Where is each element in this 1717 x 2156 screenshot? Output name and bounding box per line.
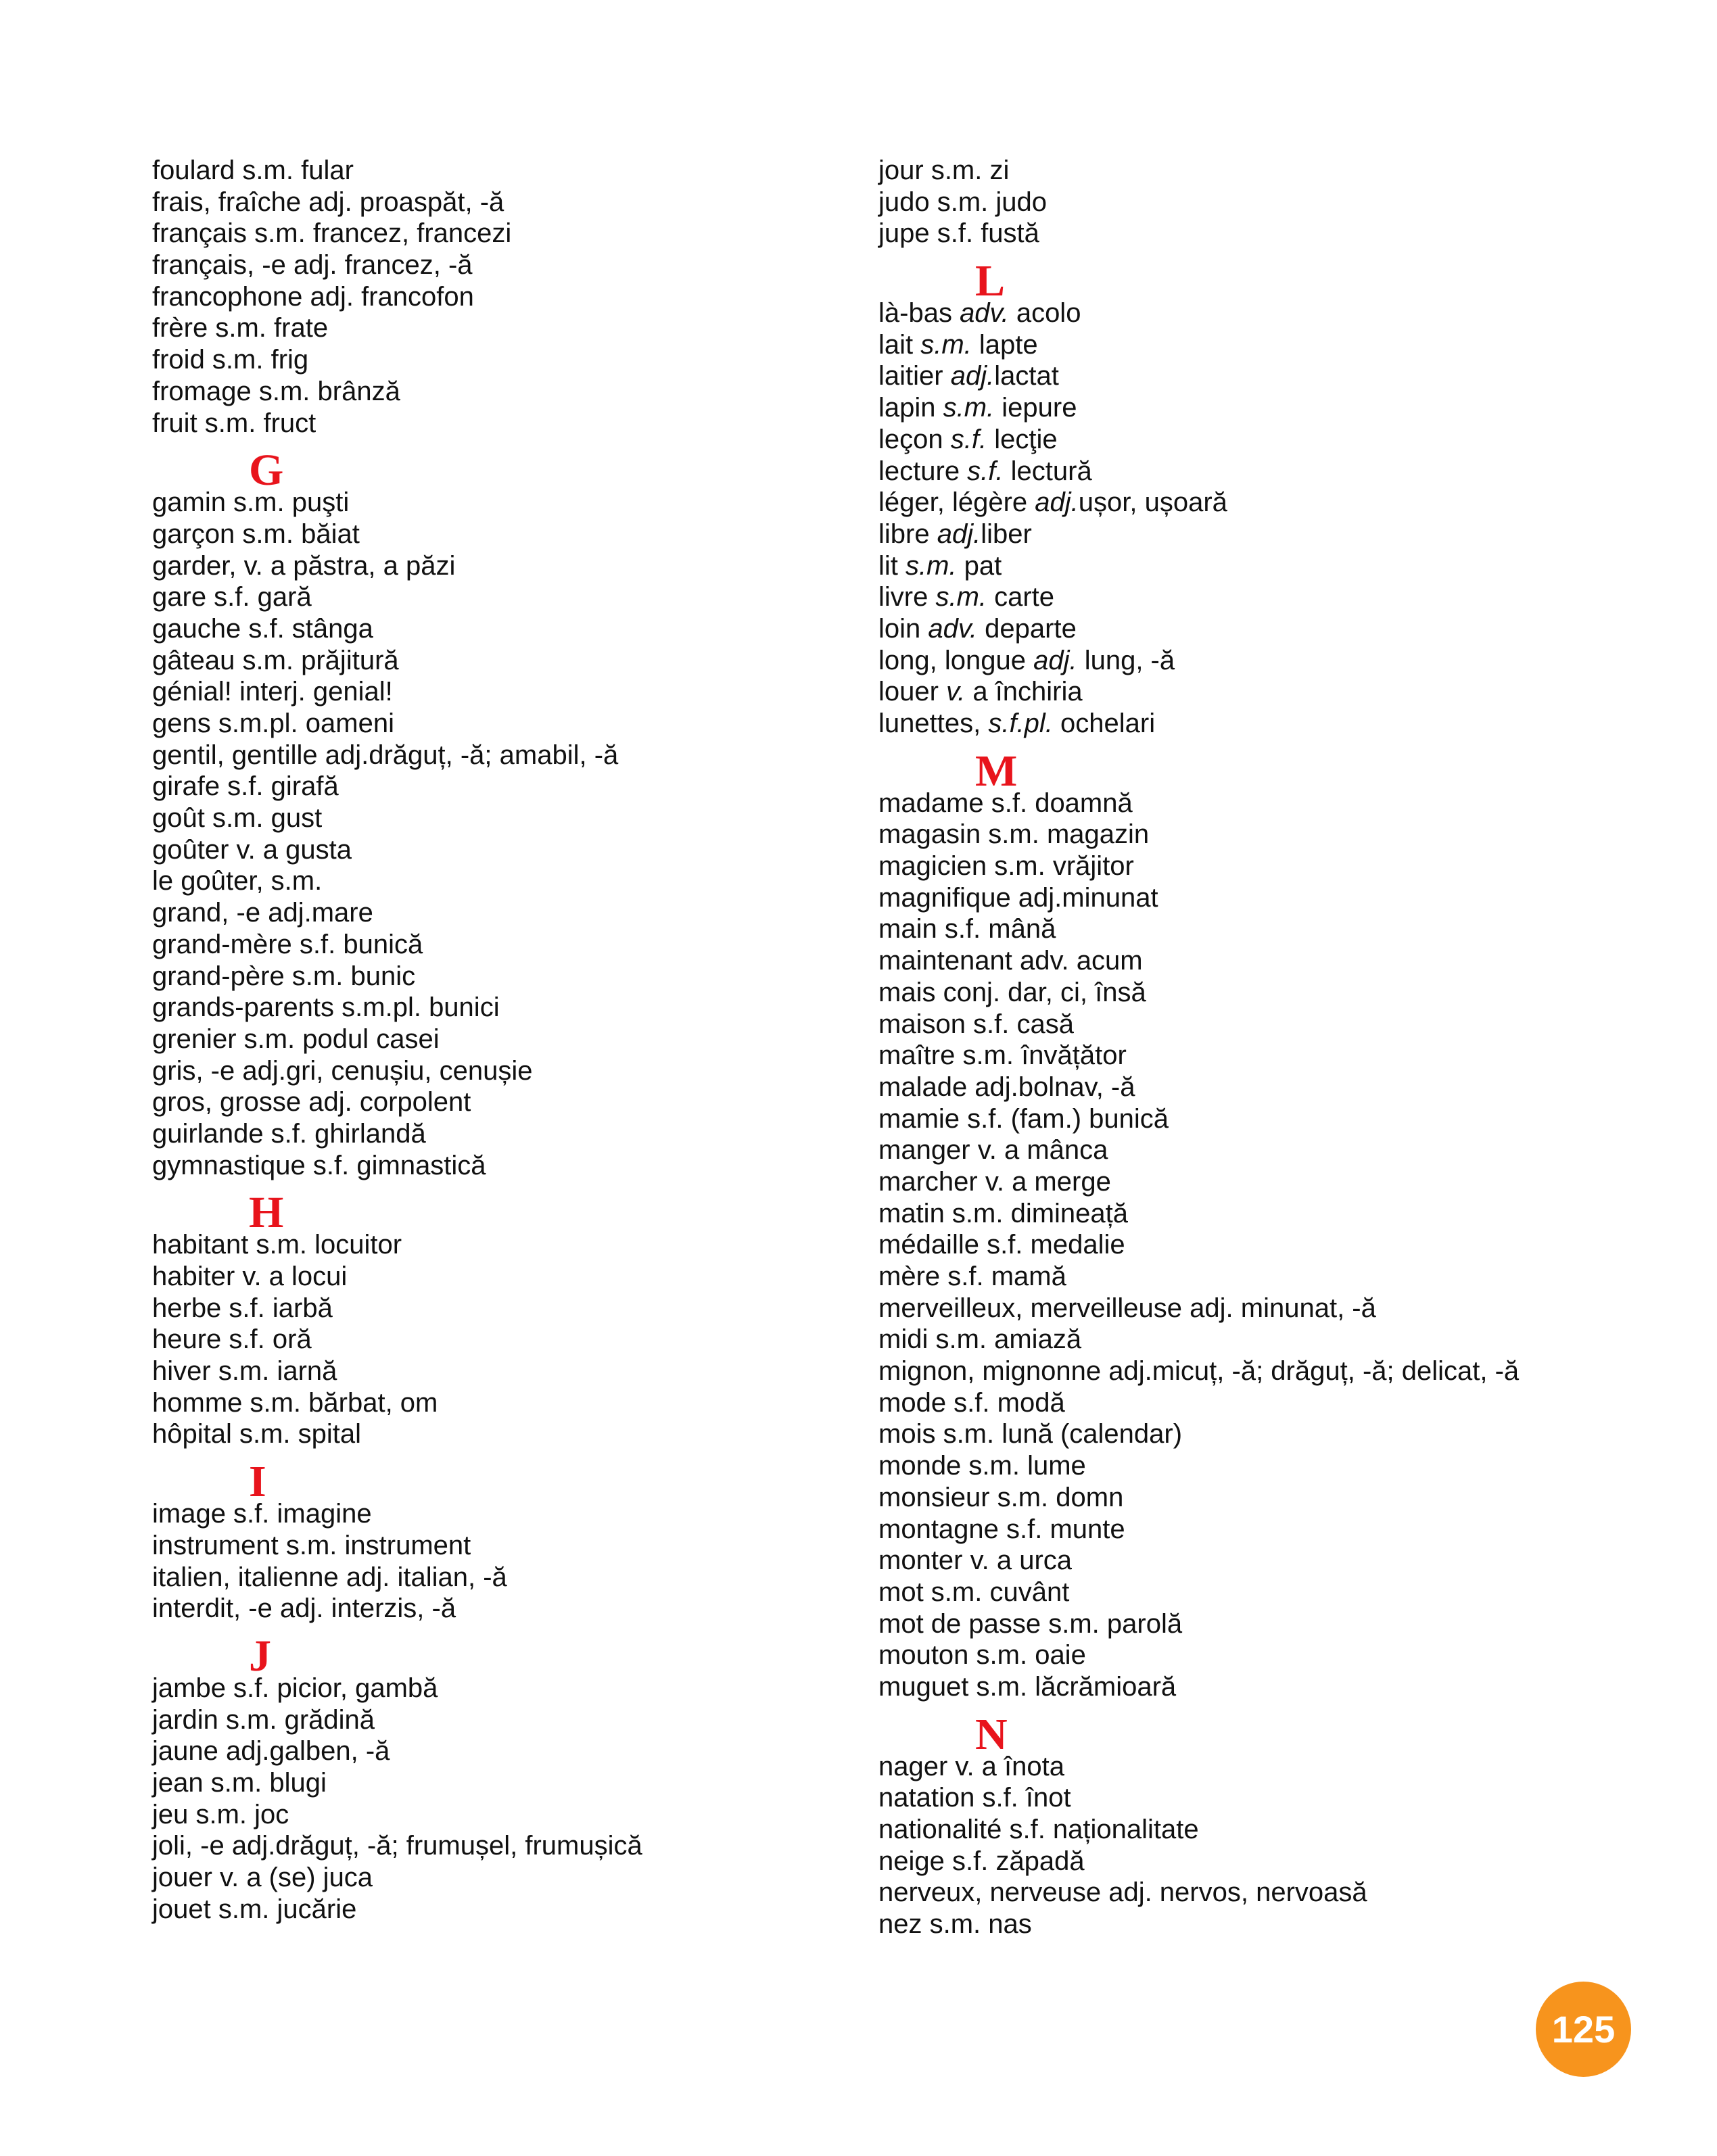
dictionary-entry: gâteau s.m. prăjitură [152,645,399,675]
part-of-speech: adv. [928,613,978,644]
dictionary-entry: jardin s.m. grădină [152,1704,375,1735]
dictionary-entry: instrument s.m. instrument [152,1530,471,1560]
dictionary-entry: frais, fraîche adj. proaspăt, -ă [152,187,504,217]
dictionary-entry [878,550,1656,582]
dictionary-entry: gymnastique s.f. gimnastică [152,1150,486,1180]
page-number-badge: 125 [1536,1982,1631,2077]
dictionary-entry [878,297,1656,329]
dictionary-entry: mot de passe s.m. parolă [878,1608,1183,1639]
dictionary-entry [878,424,1656,456]
dictionary-entry: jambe s.f. picior, gambă [152,1673,438,1703]
dictionary-entry: malade adj.bolnav, -ă [878,1072,1135,1102]
dictionary-entry [878,613,1656,645]
letter-heading: J [249,1631,271,1681]
entry-head: louer [878,677,947,707]
dictionary-entry: magnifique adj.minunat [878,882,1158,913]
entry-tail: lectură [1003,456,1092,486]
letter-heading: N [975,1709,1008,1759]
part-of-speech: s.f. [967,456,1004,486]
dictionary-entry: judo s.m. judo [878,187,1048,217]
dictionary-entry: girafe s.f. girafă [152,771,339,802]
part-of-speech: adj. [950,361,995,391]
entry-head: léger, légère [878,487,1035,518]
dictionary-column-right [878,155,1656,1940]
dictionary-entry: monsieur s.m. domn [878,1482,1124,1512]
entry-tail: lactat [994,361,1059,391]
entry-tail: ușor, ușoară [1078,487,1227,518]
dictionary-entry: jean s.m. blugi [152,1767,327,1798]
dictionary-entry: froid s.m. frig [152,345,309,375]
dictionary-entry [878,329,1656,361]
dictionary-entry: interdit, -e adj. interzis, -ă [152,1594,456,1624]
dictionary-entry: garder, v. a păstra, a păzi [152,550,456,581]
dictionary-entry: génial! interj. genial! [152,677,393,707]
dictionary-entry [878,456,1656,487]
entry-tail: a închiria [965,677,1083,707]
dictionary-entry: nez s.m. nas [878,1909,1032,1940]
part-of-speech: s.f. [950,424,987,454]
dictionary-entry: mode s.f. modă [878,1387,1065,1418]
dictionary-entry: nationalité s.f. naționalitate [878,1815,1199,1844]
entry-head: lapin [878,393,943,423]
dictionary-entry: maître s.m. învățător [878,1040,1127,1071]
dictionary-entry: hiver s.m. iarnă [152,1356,337,1387]
letter-heading: H [249,1188,284,1238]
dictionary-entry: heure s.f. oră [152,1324,312,1355]
dictionary-entry: gamin s.m. puşti [152,487,350,518]
entry-head: lunettes, [878,709,989,738]
dictionary-entry: magasin s.m. magazin [878,819,1150,850]
dictionary-entry: grand-père s.m. bunic [152,961,416,991]
dictionary-entry: habitant s.m. locuitor [152,1230,402,1260]
dictionary-entry [878,581,1656,613]
part-of-speech: adj. [1033,645,1077,675]
entry-head: lit [878,550,905,581]
dictionary-entry: jupe s.f. fustă [878,218,1039,249]
dictionary-entry: grenier s.m. podul casei [152,1024,440,1054]
part-of-speech: s.f.pl. [988,709,1053,738]
dictionary-entry: jeu s.m. joc [152,1799,289,1829]
dictionary-entry: foulard s.m. fular [152,155,354,185]
entry-tail: liber [981,519,1032,549]
dictionary-entry: joli, -e adj.drăguț, -ă; frumușel, frumușică [152,1831,642,1861]
dictionary-entry [878,360,1656,392]
dictionary-entry: maison s.f. casă [878,1009,1075,1039]
dictionary-entry: grand, -e adj.mare [152,898,373,928]
entry-head: là-bas [878,298,960,329]
dictionary-entry: gare s.f. gară [152,582,312,613]
dictionary-entry: jouer v. a (se) juca [152,1863,373,1892]
dictionary-entry: nerveux, nerveuse adj. nervos, nervoasă [878,1877,1367,1908]
dictionary-entry [878,645,1656,677]
dictionary-entry: mois s.m. lună (calendar) [878,1419,1183,1450]
part-of-speech: v. [946,677,966,707]
letter-heading: G [249,446,284,496]
entry-tail: acolo [1008,298,1081,329]
dictionary-entry: manger v. a mânca [878,1135,1108,1166]
part-of-speech: adj. [1035,487,1079,518]
entry-head: livre [878,582,936,613]
dictionary-entry: gentil, gentille adj.drăguț, -ă; amabil, -ă [152,740,619,770]
dictionary-entry: muguet s.m. lăcrămioară [878,1671,1177,1702]
part-of-speech: adv. [960,298,1009,329]
dictionary-column-left [152,155,862,1925]
dictionary-entry: frère s.m. frate [152,313,329,343]
dictionary-entry [878,676,1656,708]
dictionary-entry [878,708,1656,740]
dictionary-entry: français, -e adj. francez, -ă [152,250,473,281]
entry-head: lait [878,329,921,360]
dictionary-entry [878,487,1656,519]
dictionary-entry: mignon, mignonne adj.micuț, -ă; drăguț, -ă; delicat, -ă [878,1356,1520,1387]
dictionary-entry: montagne s.f. munte [878,1514,1125,1544]
entry-head: loin [878,613,928,644]
dictionary-entry: français s.m. francez, francezi [152,218,512,249]
part-of-speech: s.m. [943,393,995,423]
dictionary-entry: goûter v. a gusta [152,834,352,865]
dictionary-entry: marcher v. a merge [878,1166,1111,1197]
dictionary-entry: grand-mère s.f. bunică [152,929,423,959]
part-of-speech: s.m. [920,329,972,360]
dictionary-entry: jour s.m. zi [878,155,1010,185]
entry-tail: departe [977,613,1077,644]
dictionary-entry: monter v. a urca [878,1546,1073,1576]
dictionary-entry: neige s.f. zăpadă [878,1846,1085,1876]
dictionary-entry: image s.f. imagine [152,1499,372,1529]
entry-tail: pat [956,550,1002,581]
dictionary-entry: habiter v. a locui [152,1262,348,1291]
dictionary-entry: goût s.m. gust [152,803,323,834]
dictionary-entry: main s.f. mână [878,914,1056,944]
letter-heading: I [249,1457,266,1507]
dictionary-entry: fruit s.m. fruct [152,408,316,438]
dictionary-entry: grands-parents s.m.pl. bunici [152,992,500,1023]
dictionary-entry: mais conj. dar, ci, însă [878,977,1146,1007]
dictionary-entry: madame s.f. doamnă [878,788,1133,818]
dictionary-entry: matin s.m. dimineață [878,1198,1129,1228]
entry-head: leçon [878,424,951,454]
part-of-speech: adj. [937,519,981,549]
dictionary-entry: gens s.m.pl. oameni [152,709,394,738]
dictionary-entry: italien, italienne adj. italian, -ă [152,1562,507,1592]
entry-head: laitier [878,361,951,391]
dictionary-entry: magicien s.m. vrăjitor [878,851,1134,882]
dictionary-entry: mouton s.m. oaie [878,1640,1086,1671]
dictionary-entry: merveilleux, merveilleuse adj. minunat, -ă [878,1293,1376,1323]
dictionary-entry: jaune adj.galben, -ă [152,1736,390,1767]
dictionary-entry: gros, grosse adj. corpolent [152,1087,471,1118]
dictionary-entry: mère s.f. mamă [878,1262,1066,1291]
dictionary-entry: le goûter, s.m. [152,866,323,896]
dictionary-entry: jouet s.m. jucărie [152,1894,357,1924]
dictionary-entry: natation s.f. înot [878,1783,1071,1813]
entry-head: lecture [878,456,968,486]
dictionary-entry [878,519,1656,550]
dictionary-entry: mamie s.f. (fam.) bunică [878,1103,1169,1134]
dictionary-entry: médaille s.f. medalie [878,1230,1125,1260]
letter-heading: M [975,746,1018,796]
dictionary-entry [878,392,1656,424]
dictionary-entry: homme s.m. bărbat, om [152,1387,438,1418]
dictionary-entry: guirlande s.f. ghirlandă [152,1118,426,1149]
dictionary-entry: gris, -e adj.gri, cenușiu, cenușie [152,1055,533,1086]
entry-tail: lapte [971,329,1038,360]
entry-tail: lung, -ă [1077,645,1175,675]
dictionary-entry: midi s.m. amiază [878,1324,1082,1355]
dictionary-entry: mot s.m. cuvânt [878,1577,1070,1607]
part-of-speech: s.m. [935,582,987,613]
entry-tail: iepure [994,393,1077,423]
entry-head: libre [878,519,937,549]
dictionary-entry: fromage s.m. brânză [152,376,400,406]
entry-tail: carte [987,582,1055,613]
letter-heading: L [975,256,1006,306]
entry-head: long, longue [878,645,1034,675]
dictionary-entry: hôpital s.m. spital [152,1419,362,1450]
dictionary-entry: nager v. a înota [878,1751,1064,1781]
part-of-speech: s.m. [905,550,957,581]
entry-tail: lecţie [987,424,1058,454]
dictionary-entry: herbe s.f. iarbă [152,1293,333,1323]
entry-tail: ochelari [1052,709,1156,738]
dictionary-entry: maintenant adv. acum [878,946,1143,976]
dictionary-entry: monde s.m. lume [878,1451,1086,1481]
dictionary-entry: francophone adj. francofon [152,281,474,312]
dictionary-entry: gauche s.f. stânga [152,613,373,644]
dictionary-entry: garçon s.m. băiat [152,519,360,549]
